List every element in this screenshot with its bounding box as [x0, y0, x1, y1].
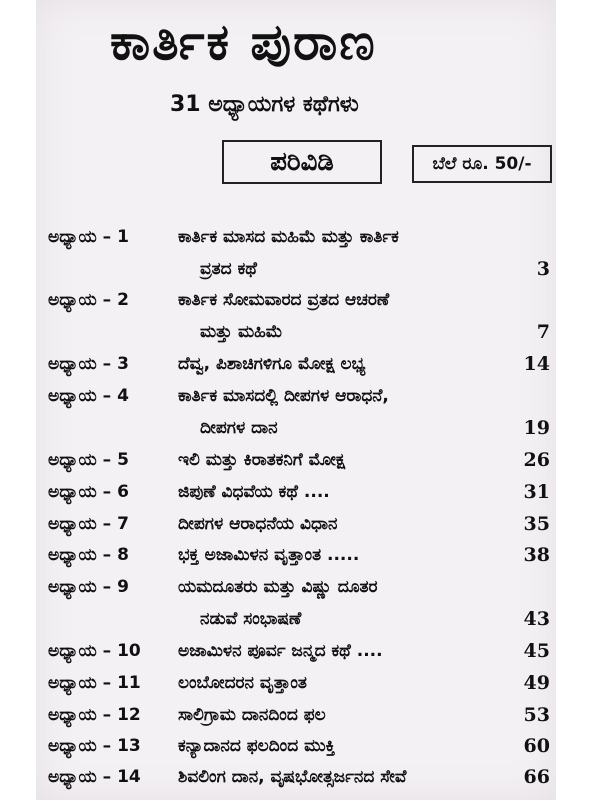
toc-title-continued: ದೀಪಗಳ ದಾನ: [200, 418, 278, 438]
toc-chapter: ಅಧ್ಯಾಯ – 5: [48, 450, 129, 470]
toc-title: ಯಮದೂತರು ಮತ್ತು ವಿಷ್ಣು ದೂತರ: [178, 577, 378, 597]
toc-chapter: ಅಧ್ಯಾಯ – 1: [48, 227, 129, 247]
toc-page: 31: [523, 481, 550, 503]
toc-page: 35: [523, 513, 550, 535]
toc-chapter: ಅಧ್ಯಾಯ – 14: [48, 767, 141, 787]
toc-page: 53: [523, 704, 550, 726]
toc-title: ಇಲಿ ಮತ್ತು ಕಿರಾತಕನಿಗೆ ಮೋಕ್ಷ: [178, 450, 346, 470]
toc-title: ಲಂಬೋದರನ ವೃತ್ತಾಂತ: [178, 673, 307, 693]
toc-chapter: ಅಧ್ಯಾಯ – 9: [48, 577, 129, 597]
toc-title: ಸಾಲಿಗ್ರಾಮ ದಾನದಿಂದ ಫಲ: [178, 705, 326, 725]
toc-page: 14: [523, 353, 550, 375]
toc-chapter: ಅಧ್ಯಾಯ – 6: [48, 482, 129, 502]
toc-title: ಭಕ್ತ ಅಜಾಮಿಳನ ವೃತ್ತಾಂತ .....: [178, 545, 360, 565]
toc-title-continued: ನಡುವೆ ಸಂಭಾಷಣೆ: [200, 609, 302, 629]
toc-page: 60: [523, 735, 550, 757]
toc-title: ದೀಪಗಳ ಆರಾಧನೆಯ ವಿಧಾನ: [178, 514, 338, 534]
toc-page: 7: [536, 321, 550, 343]
toc-title: ಅಜಾಮಿಳನ ಪೂರ್ವ ಜನ್ಮದ ಕಥೆ ....: [178, 641, 383, 661]
toc-chapter: ಅಧ್ಯಾಯ – 4: [48, 386, 129, 406]
toc-page: 45: [523, 640, 550, 662]
toc-chapter: ಅಧ್ಯಾಯ – 8: [48, 545, 129, 565]
toc-title: ಕಾರ್ತಿಕ ಮಾಸದಲ್ಲಿ ದೀಪಗಳ ಆರಾಧನೆ,: [178, 386, 389, 406]
toc-page: 38: [523, 544, 550, 566]
toc-title: ಕಾರ್ತಿಕ ಸೋಮವಾರದ ವ್ರತದ ಆಚರಣೆ: [178, 290, 390, 310]
toc-title-continued: ವ್ರತದ ಕಥೆ: [200, 259, 257, 279]
book-title: ಕಾರ್ತಿಕ ಪುರಾಣ: [110, 13, 377, 71]
toc-title-continued: ಮತ್ತು ಮಹಿಮೆ: [200, 322, 283, 342]
toc-chapter: ಅಧ್ಯಾಯ – 11: [48, 673, 141, 693]
toc-chapter: ಅಧ್ಯಾಯ – 2: [48, 290, 129, 310]
contents-heading: ಪರಿವಿಡಿ: [222, 140, 382, 184]
toc-page: 26: [523, 449, 550, 471]
toc-page: 3: [536, 258, 550, 280]
toc-page: 66: [523, 766, 550, 788]
toc-title: ಕನ್ಯಾದಾನದ ಫಲದಿಂದ ಮುಕ್ತಿ: [178, 736, 336, 756]
toc-chapter: ಅಧ್ಯಾಯ – 12: [48, 705, 141, 725]
toc-chapter: ಅಧ್ಯಾಯ – 3: [48, 354, 129, 374]
toc-title: ದೆವ್ವ, ಪಿಶಾಚಿಗಳಿಗೂ ಮೋಕ್ಷ ಲಭ್ಯ: [178, 354, 366, 374]
toc-page: 19: [523, 417, 550, 439]
toc-chapter: ಅಧ್ಯಾಯ – 10: [48, 641, 141, 661]
book-subtitle: 31 ಅಧ್ಯಾಯಗಳ ಕಥೆಗಳು: [170, 92, 359, 117]
price-label: ಬೆಲೆ ರೂ. 50/-: [412, 145, 552, 183]
toc-title: ಜಿಪುಣೆ ವಿಧವೆಯ ಕಥೆ ....: [178, 482, 330, 502]
toc-page: 43: [523, 608, 550, 630]
toc-title: ಶಿವಲಿಂಗ ದಾನ, ವೃಷಭೋತ್ಸರ್ಜನದ ಸೇವೆ: [178, 767, 407, 787]
toc-title: ಕಾರ್ತಿಕ ಮಾಸದ ಮಹಿಮೆ ಮತ್ತು ಕಾರ್ತಿಕ: [178, 227, 399, 247]
toc-page: 49: [523, 672, 550, 694]
toc-chapter: ಅಧ್ಯಾಯ – 7: [48, 514, 129, 534]
toc-chapter: ಅಧ್ಯಾಯ – 13: [48, 736, 141, 756]
